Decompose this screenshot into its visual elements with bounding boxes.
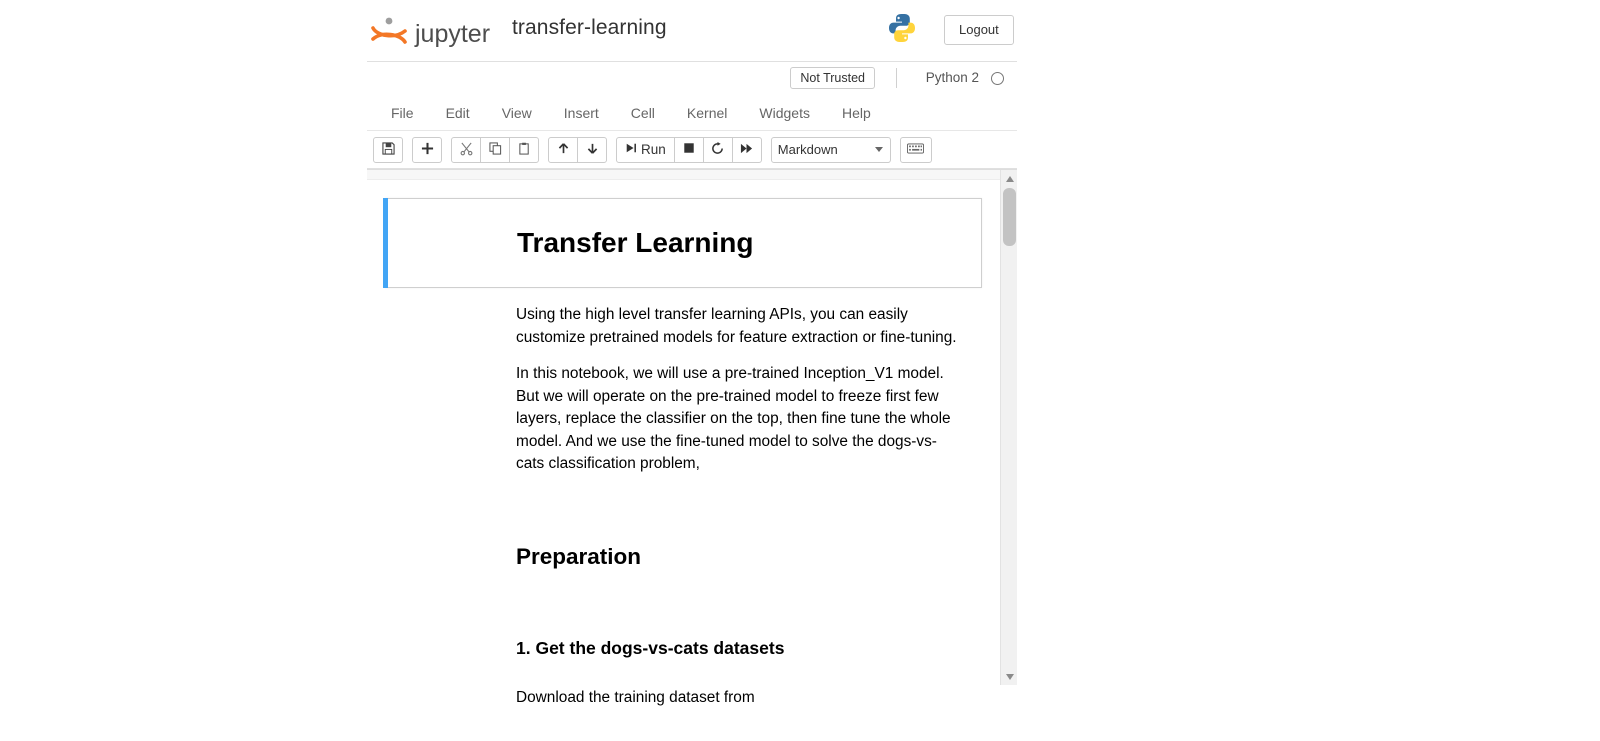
move-cell-up-button[interactable] (548, 137, 578, 163)
cell-heading-get-datasets: 1. Get the dogs-vs-cats datasets (403, 638, 964, 659)
jupyter-notebook-app (367, 0, 1017, 685)
interrupt-kernel-button[interactable] (674, 137, 704, 163)
kernel-name-label: Python 2 (926, 70, 979, 85)
plus-icon (421, 142, 434, 158)
insert-cell-below-button[interactable] (412, 137, 442, 163)
notebook-title[interactable]: transfer-learning (512, 16, 667, 40)
scissors-icon (460, 142, 473, 158)
stop-icon (683, 142, 695, 157)
cell-content[interactable] (385, 290, 982, 498)
menu-item-help[interactable]: Help (826, 96, 887, 130)
caret-down-icon (1006, 674, 1014, 680)
save-icon (382, 142, 395, 158)
scroll-up-button[interactable] (1001, 170, 1018, 187)
paste-button[interactable] (509, 137, 539, 163)
cell-content[interactable] (385, 500, 982, 594)
svg-text:jupyter: jupyter (414, 20, 490, 48)
cell-list (367, 180, 1000, 741)
toolbar (367, 131, 1017, 169)
run-button-label: Run (641, 142, 666, 157)
scrollbar-thumb[interactable] (1003, 188, 1016, 246)
run-icon (625, 142, 637, 157)
cell-content[interactable] (385, 596, 982, 741)
cut-button[interactable] (451, 137, 481, 163)
toolbar-group-insert (412, 137, 442, 163)
save-button[interactable] (373, 137, 403, 163)
notebook-cell-preparation[interactable] (385, 500, 982, 594)
menu-item-file[interactable]: File (375, 96, 430, 130)
toolbar-group-move (548, 137, 607, 163)
cell-type-value: Markdown (778, 142, 838, 157)
paragraph-inception: In this notebook, we will use a pre-trained Inception_V1 model. But we will operate on the pre-trained model to freeze first few layers, replace the classifier on the top, then fine tune the whole model. And we use the fine-tuned model to solve the dogs-vs-cats classification problem, (403, 363, 964, 476)
cell-type-select[interactable] (771, 137, 891, 163)
notebook-cell-title[interactable] (385, 198, 982, 288)
toolbar-group-clipboard (451, 137, 539, 163)
menu-bar (367, 96, 1017, 131)
trust-and-kernel-bar (367, 62, 1017, 96)
paste-icon (518, 142, 531, 158)
cell-heading-transfer-learning: Transfer Learning (404, 227, 963, 259)
selected-cell-indicator (383, 198, 388, 288)
copy-icon (489, 142, 502, 158)
menu-item-edit[interactable]: Edit (430, 96, 486, 130)
run-button[interactable] (616, 137, 675, 163)
cell-heading-preparation: Preparation (403, 544, 964, 570)
copy-button[interactable] (480, 137, 510, 163)
arrow-down-icon (586, 142, 599, 158)
python-logo (885, 11, 919, 45)
jupyter-logo[interactable] (367, 12, 507, 52)
chevron-down-icon (875, 147, 883, 152)
menu-item-widgets[interactable]: Widgets (743, 96, 826, 130)
scroll-down-button[interactable] (1001, 668, 1018, 685)
keyboard-icon (907, 141, 924, 159)
logout-button[interactable]: Logout (944, 15, 1014, 45)
notebook-cell-datasets[interactable] (385, 596, 982, 741)
toolbar-group-save (373, 137, 403, 163)
divider (896, 68, 897, 88)
kernel-status-icon[interactable] (991, 72, 1004, 85)
move-cell-down-button[interactable] (577, 137, 607, 163)
toolbar-group-run (616, 137, 762, 163)
paragraph-apis: Using the high level transfer learning APIs, you can easily customize pretrained models for feature extraction or fine-tuning. (403, 304, 964, 349)
restart-kernel-button[interactable] (703, 137, 733, 163)
cell-content[interactable] (385, 198, 982, 288)
paragraph-download: Download the training dataset from (403, 687, 964, 710)
restart-icon (711, 142, 724, 158)
arrow-up-icon (557, 142, 570, 158)
trust-status-badge[interactable]: Not Trusted (790, 67, 875, 89)
menu-item-view[interactable]: View (486, 96, 548, 130)
menu-item-insert[interactable]: Insert (548, 96, 615, 130)
caret-up-icon (1006, 176, 1014, 182)
notebook-cell-intro[interactable] (385, 290, 982, 498)
notebook-top-strip (367, 170, 1017, 180)
menu-item-kernel[interactable]: Kernel (671, 96, 743, 130)
fast-forward-icon (740, 142, 753, 158)
notebook-scrollbar[interactable] (1000, 170, 1017, 685)
command-palette-button[interactable] (900, 137, 932, 163)
notebook-container (367, 169, 1017, 685)
menu-item-cell[interactable]: Cell (615, 96, 671, 130)
notebook-header (367, 0, 1017, 62)
notebook-scroll-area[interactable] (367, 180, 1000, 685)
restart-and-run-all-button[interactable] (732, 137, 762, 163)
